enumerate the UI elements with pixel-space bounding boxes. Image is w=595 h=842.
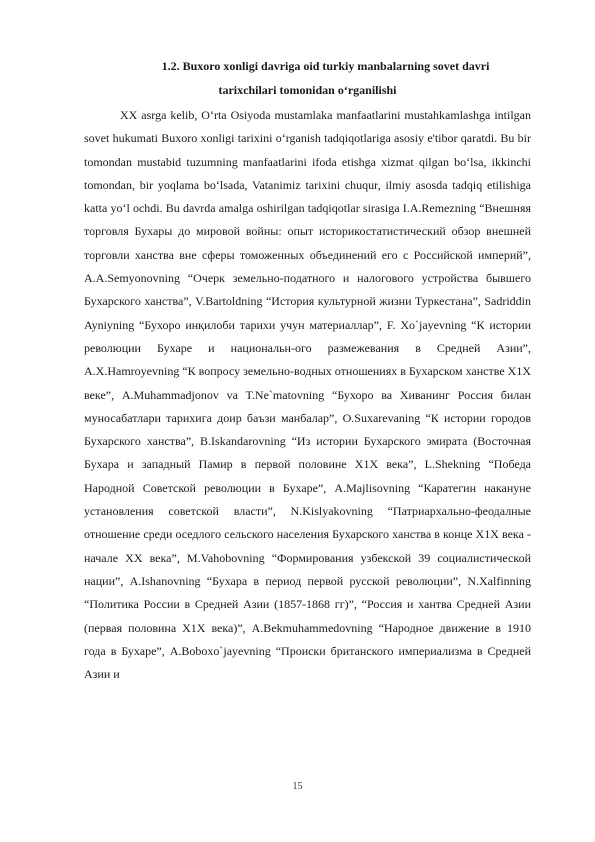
section-heading-line-2: tarixchilari tomonidan o‘rganilishi <box>218 82 397 97</box>
body-paragraph: XX asrga kelib, O‘rta Osiyoda mustamlaka manfaatlarini mustahkamlashga intilgan sovet hukumati Buxoro xonligi tarixini o‘rganish tadqiqotlariga asosiy e'tibor qaratdi. Bu bir tomondan mustabid tuzumning manfaatlarini ifoda etishga xizmat qilgan bo‘lsa, ikkinchi tomondan, bir yoqlama bo‘lsada, Vatanimiz tarixini chuqur, ilmiy asosda tadqiq etilishiga katta yo‘l ochdi. Bu davrda amalga oshirilgan tadqiqotlar sirasiga I.A.Remezning “Внешняя торговля Бухары до мировой войны: опыт историкостатистический обзор внешней торговли ханства вне сферы томоженных объединений его с Российской империй”, A.A.Semyonovning “Очерк земельно-податного и налогового устройства бывшего Бухарского ханства”, V.Bartoldning “История культурной жизни Туркестана”, Sadriddin Ayniyning “Бухоро инқилоби тарихи учун материаллар”, F. Xo`jayevning “К истории революции Бухаре и национальн-ого размежевания в Средней Азии”, A.X.Hamroyevning “К вопросу земельно-водных отношениях в Бухарском ханстве X1X веке”, A.Muhammadjonov va T.Ne`matovning “Бухоро ва Хиванинг Россия билан муносабатлари тарихига доир баъзи манбалар”, O.Suxarevaning “К истории городов Бухарского ханства”, B.Iskandarovning “Из истории Бухарского эмирата (Восточная Бухара и западный Памир в первой половине X1X века”, L.Shekning “Победа Народной Советской революции в Бухаре”, A.Majlisovning “Каратегин накануне установления советской власти”, N.Kislyakovning “Патриархально-феодалные отношение среди оседлого сельского населения Бухарского ханства в конце X1X века - начале XX века”, M.Vahobovning “Формирования узбекской 39 социалистической нации”, A.Ishanovning “Бухара в период первой русской революции”, N.Xalfinning “Политика России в Средней Азии (1857-1868 гг)”, “Россия и хантва Средней Азии (первая половина X1X века)”, A.Bekmuhammedovning “Народное движение в 1910 года в Бухаре”, A.Boboxo`jayevning “Происки британского империализма в Средней Азии и <box>84 108 531 682</box>
page-number: 15 <box>292 781 303 792</box>
section-heading-line-1: 1.2. Buxoro xonligi davriga oid turkiy manbalarning sovet davri <box>161 59 490 73</box>
section-heading <box>84 55 531 102</box>
